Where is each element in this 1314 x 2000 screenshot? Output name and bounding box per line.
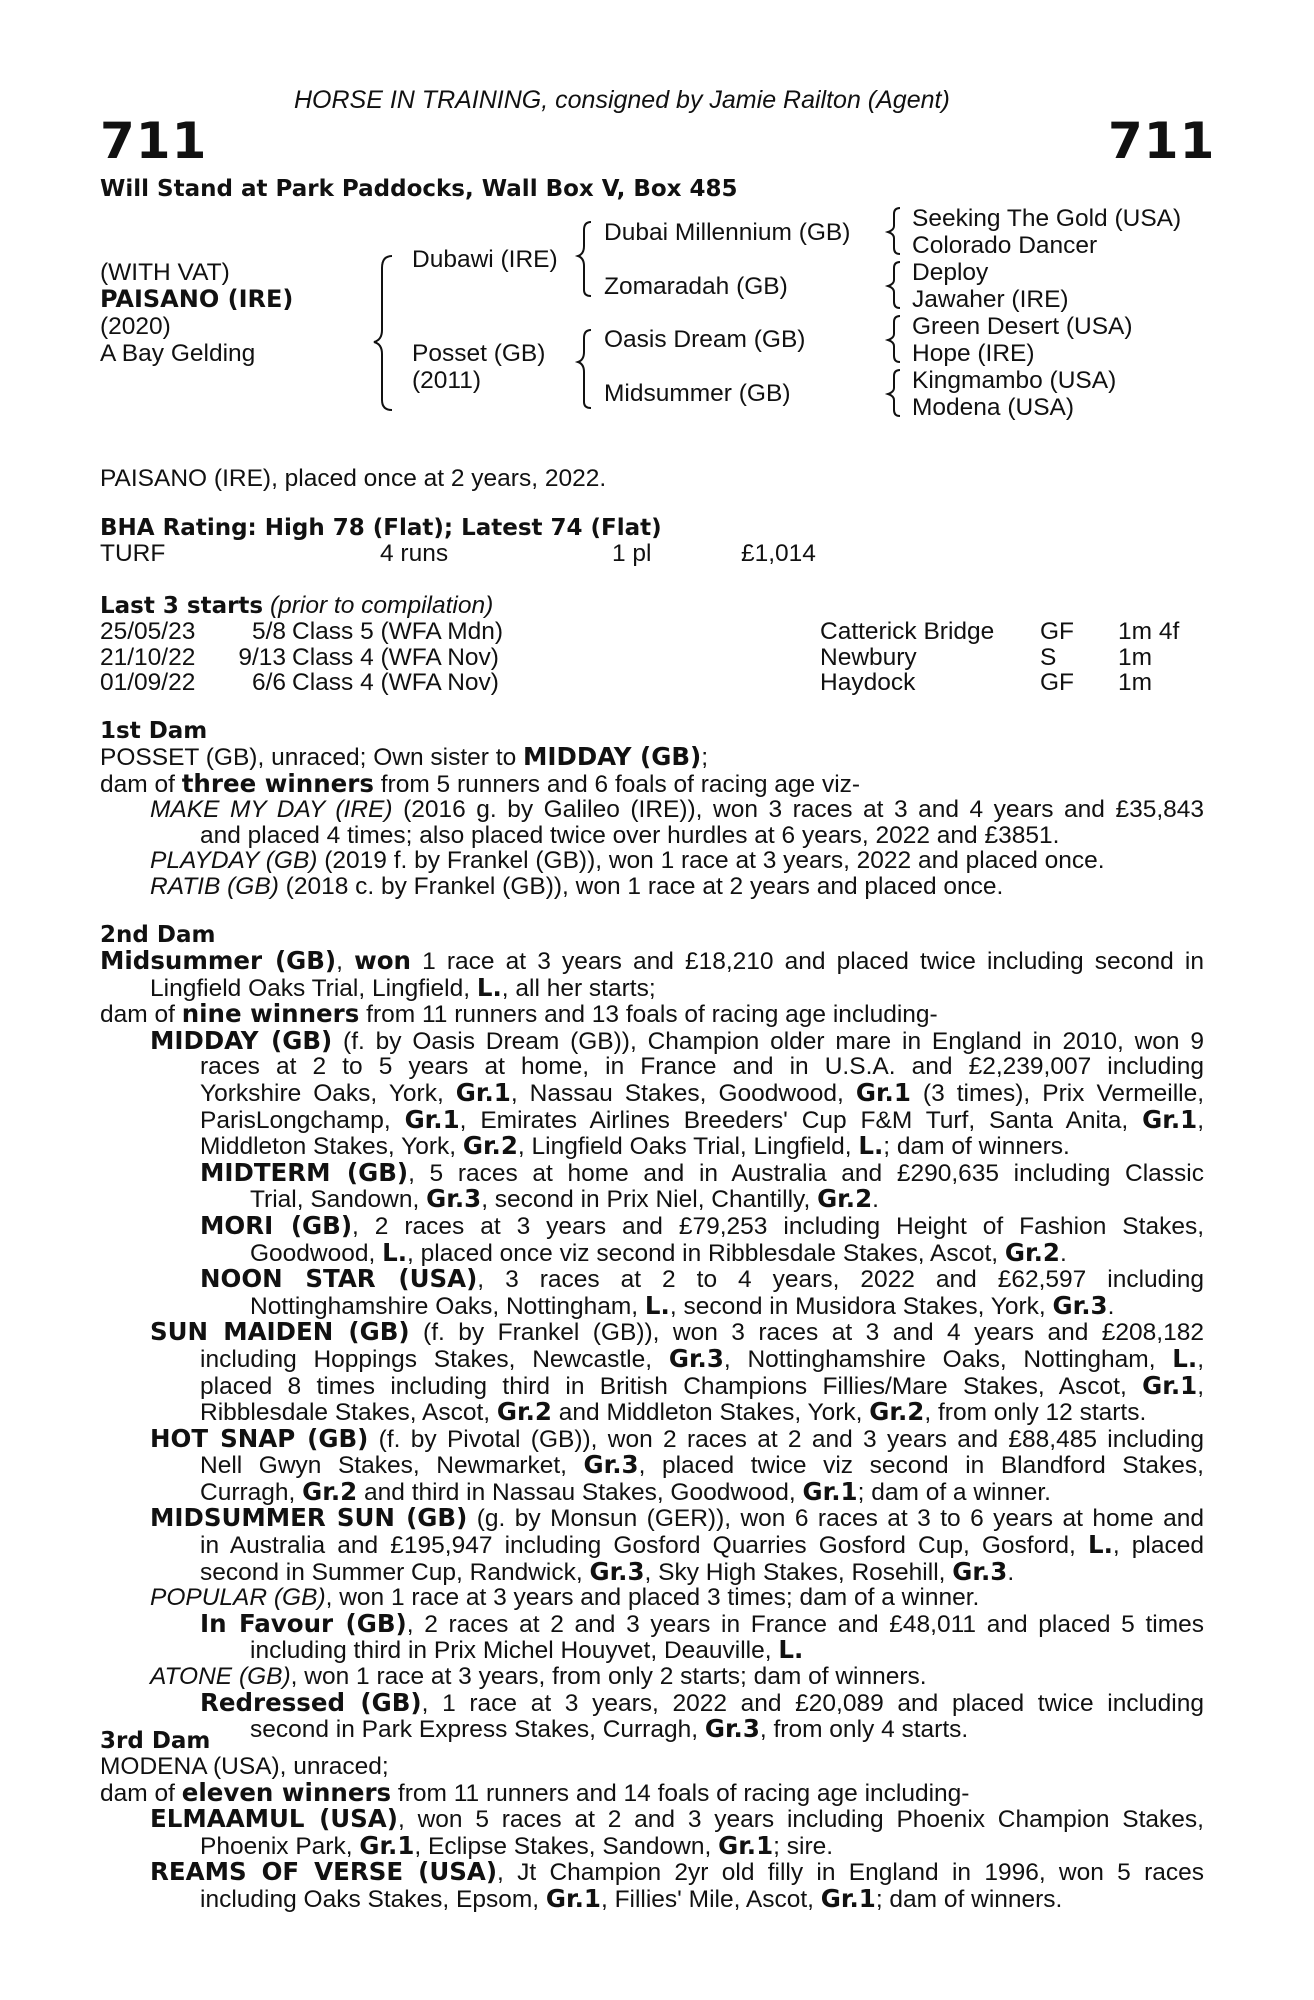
last-starts-title: Last 3 starts [100, 593, 264, 619]
sire-dam: Zomaradah (GB) [604, 273, 788, 300]
second-dam-section: Midsummer (GB), won 1 race at 3 years and £18,210 and placed twice including second in Lingfield Oaks Trial, Lingfield, L., all her starts; dam of nine winners from 11 runners and 13 foals of racing age including- MIDDAY (GB) (f. by Oasis Dream (GB)), Champion older mare in England in 2010, won 9 races at 2 to 5 years at home, in France and in U.S.A. and £2,239,007 including Yorkshire Oaks, York, Gr.1, Nassau Stakes, Goodwood, Gr.1 (3 times), Prix Vermeille, ParisLongchamp, Gr.1, Emirates Airlines Breeders' Cup F&M Turf, Santa Anita, Gr.1, Middleton Stakes, York, Gr.2, Lingfield Oaks Trial, Lingfield, L.; dam of winners. MIDTERM (GB), 5 races at home and in Australia and £290,635 including Classic Trial, Sandown, Gr.3, second in Prix Niel, Chantilly, Gr.2. MORI (GB), 2 races at 3 years and £79,253 including Height of Fashion Stakes, Goodwood, L., placed once viz second in Ribblesdale Stakes, Ascot, Gr.2. NOON STAR (USA), 3 races at 2 to 4 years, 2022 and £62,597 including Nottinghamshire Oaks, Nottingham, L., second in Musidora Stakes, York, Gr.3. SUN MAIDEN (GB) (f. by Frankel (GB)), won 3 races at 3 and 4 years and £208,182 including Hoppings Stakes, Newcastle, Gr.3, Nottinghamshire Oaks, Nottingham, L., placed 8 times including third in British Champions Fillies/Mare Stakes, Ascot, Gr.1, Ribblesdale Stakes, Ascot, Gr.2 and Middleton Stakes, York, Gr.2, from only 12 starts. HOT SNAP (GB) (f. by Pivotal (GB)), won 2 races at 2 and 3 years and £88,485 including Nell Gwyn Stakes, Newmarket, Gr.3, placed twice viz second in Blandford Stakes, Curragh, Gr.2 and third in Nassau Stakes, Goodwood, Gr.1; dam of a winner. MIDSUMMER SUN (GB) (g. by Monsun (GER)), won 6 races at 3 to 6 years at home and in Australia and £195,947 including Gosford Quarries Gosford Cup, Gosford, L., placed second in Summer Cup, Randwick, Gr.3, Sky High Stakes, Rosehill, Gr.3. POPULAR (GB), won 1 race at 3 years and placed 3 times; dam of a winner. In Favour (GB), 2 races at 2 and 3 years in France and £48,011 and placed 5 times including third in Prix Michel Houyvet, Deauville, L. ATONE (GB), won 1 race at 3 years, from only 2 starts; dam of winners. Redressed (GB), 1 race at 3 years, 2022 and £20,089 and placed twice including second in Park Express Stakes, Curragh, Gr.3, from only 4 starts. [100, 946, 1205, 1744]
consignor-line: HORSE IN TRAINING, consigned by Jamie Railton (Agent) [294, 86, 950, 114]
horse-description: A Bay Gelding [100, 340, 256, 367]
start-race: Class 4 (WFA Nov) [292, 669, 499, 696]
progeny-ratib: RATIB (GB) (2018 c. by Frankel (GB)), won 1 race at 2 years and placed once. [150, 872, 1004, 900]
start-course: Newbury [820, 643, 917, 671]
start-going: GF [1040, 669, 1075, 696]
third-dam-section: MODENA (USA), unraced; dam of eleven winners from 11 runners and 14 foals of racing age including- ELMAAMUL (USA), won 5 races at 2 and 3 years including Phoenix Champion Stakes, Phoenix Park, Gr.1, Eclipse Stakes, Sandown, Gr.1; sire. REAMS OF VERSE (USA), Jt Champion 2yr old filly in England in 1996, won 5 races including Oaks Stakes, Epsom, Gr.1, Fillies' Mile, Ascot, Gr.1; dam of winners. [100, 1753, 1204, 1913]
stand-location: Will Stand at Park Paddocks, Wall Box V, Box 485 [100, 176, 738, 202]
sire: Dubawi (IRE) [412, 246, 558, 273]
horse-name: PAISANO (IRE) [100, 285, 294, 313]
rating-runs: 4 runs [380, 540, 449, 567]
start-date: 21/10/22 [100, 643, 196, 671]
start-pos: 5/8 [251, 618, 286, 645]
second-dam-heading: 2nd Dam [100, 922, 216, 948]
start-row [0, 618, 1314, 644]
progeny-redressed: Redressed (GB), 1 race at 3 years, 2022 and £20,089 and placed twice including [200, 1687, 1204, 1717]
rating-earnings: £1,014 [741, 540, 816, 567]
start-row [0, 669, 1314, 695]
start-going: GF [1040, 618, 1075, 645]
sire-dam-sire: Deploy [912, 259, 989, 286]
start-date: 25/05/23 [100, 618, 196, 645]
rating-surface: TURF [100, 540, 166, 567]
start-course: Haydock [820, 669, 916, 696]
start-dist: 1m [1118, 643, 1153, 671]
first-dam-heading: 1st Dam [100, 718, 208, 744]
sire-sire: Dubai Millennium (GB) [604, 219, 851, 246]
start-going: S [1040, 643, 1057, 671]
start-pos: 9/13 [238, 643, 286, 671]
start-race: Class 5 (WFA Mdn) [292, 618, 504, 645]
start-date: 01/09/22 [100, 669, 196, 696]
progeny-midsummer-sun: MIDSUMMER SUN (GB) (g. by Monsun (GER)), won 6 races at 3 to 6 years at home and [150, 1503, 1204, 1533]
progeny-make-my-day: MAKE MY DAY (IRE) (2016 g. by Galileo (IRE)), won 3 races at 3 and 4 years and £35,843 [150, 796, 1204, 824]
horse-year: (2020) [100, 313, 171, 340]
bha-rating: BHA Rating: High 78 (Flat); Latest 74 (Flat) [100, 515, 662, 541]
sire-sire-sire: Seeking The Gold (USA) [912, 205, 1182, 232]
dam-year: (2011) [412, 367, 482, 394]
dam-sire-sire: Green Desert (USA) [912, 313, 1133, 340]
last-starts-heading [100, 592, 493, 620]
start-course: Catterick Bridge [820, 618, 995, 645]
dam-dam: Midsummer (GB) [604, 380, 791, 407]
dam: Posset (GB) [412, 340, 546, 367]
race-summary: PAISANO (IRE), placed once at 2 years, 2022. [100, 465, 607, 492]
progeny-midterm: MIDTERM (GB), 5 races at home and in Australia and £290,635 including Classic [200, 1157, 1204, 1187]
first-dam-section: POSSET (GB), unraced; Own sister to MIDDAY (GB); dam of three winners from 5 runners and 6 foals of racing age viz- MAKE MY DAY (IRE) (2016 g. by Galileo (IRE)), won 3 races at 3 and 4 years and £35,843 and placed 4 times; also placed twice over hurdles at 6 years, 2022 and £3851. PLAYDAY (GB) (2019 f. by Frankel (GB)), won 1 race at 3 years, 2022 and placed once. RATIB (GB) (2018 c. by Frankel (GB)), won 1 race at 2 years and placed once. [100, 742, 1204, 900]
progeny-popular: POPULAR (GB), won 1 race at 3 years and placed 3 times; dam of a winner. [150, 1584, 980, 1612]
lot-number-right: 711 [1108, 112, 1216, 170]
start-row [0, 644, 1314, 670]
progeny-mori: MORI (GB), 2 races at 3 years and £79,253 including Height of Fashion Stakes, [200, 1210, 1204, 1240]
lot-number-left: 711 [100, 112, 208, 170]
start-dist: 1m [1118, 669, 1153, 696]
start-dist: 1m 4f [1118, 618, 1180, 645]
vat-label: (WITH VAT) [100, 259, 230, 286]
progeny-atone: ATONE (GB), won 1 race at 3 years, from only 2 starts; dam of winners. [150, 1663, 927, 1691]
third-dam-heading: 3rd Dam [100, 1728, 211, 1754]
start-race: Class 4 (WFA Nov) [292, 643, 499, 671]
progeny-reams-of-verse: REAMS OF VERSE (USA), Jt Champion 2yr old filly in England in 1996, won 5 races [150, 1857, 1204, 1887]
start-pos: 6/6 [251, 669, 286, 696]
progeny-sun-maiden: SUN MAIDEN (GB) (f. by Frankel (GB)), won 3 races at 3 and 4 years and £208,182 [150, 1317, 1204, 1347]
dam-dam-dam: Modena (USA) [912, 394, 1075, 421]
progeny-noon-star: NOON STAR (USA), 3 races at 2 to 4 years, 2022 and £62,597 including [200, 1264, 1205, 1294]
progeny-elmaamul: ELMAAMUL (USA), won 5 races at 2 and 3 years including Phoenix Champion Stakes, [150, 1804, 1204, 1834]
rating-placed: 1 pl [612, 540, 652, 567]
dam-sire: Oasis Dream (GB) [604, 326, 806, 353]
progeny-hot-snap: HOT SNAP (GB) (f. by Pivotal (GB)), won 2 races at 2 and 3 years and £88,485 including [150, 1423, 1204, 1453]
last-starts-note: (prior to compilation) [269, 592, 494, 619]
sire-dam-dam: Jawaher (IRE) [912, 286, 1069, 313]
progeny-playday: PLAYDAY (GB) (2019 f. by Frankel (GB)), won 1 race at 3 years, 2022 and placed once. [150, 847, 1105, 875]
sire-sire-dam: Colorado Dancer [912, 232, 1098, 259]
dam-sire-dam: Hope (IRE) [912, 340, 1035, 367]
dam-dam-sire: Kingmambo (USA) [912, 367, 1117, 394]
progeny-midday: MIDDAY (GB) (f. by Oasis Dream (GB)), Champion older mare in England in 2010, won 9 [150, 1025, 1204, 1055]
progeny-in-favour: In Favour (GB), 2 races at 2 and 3 years in France and £48,011 and placed 5 times [200, 1608, 1204, 1638]
